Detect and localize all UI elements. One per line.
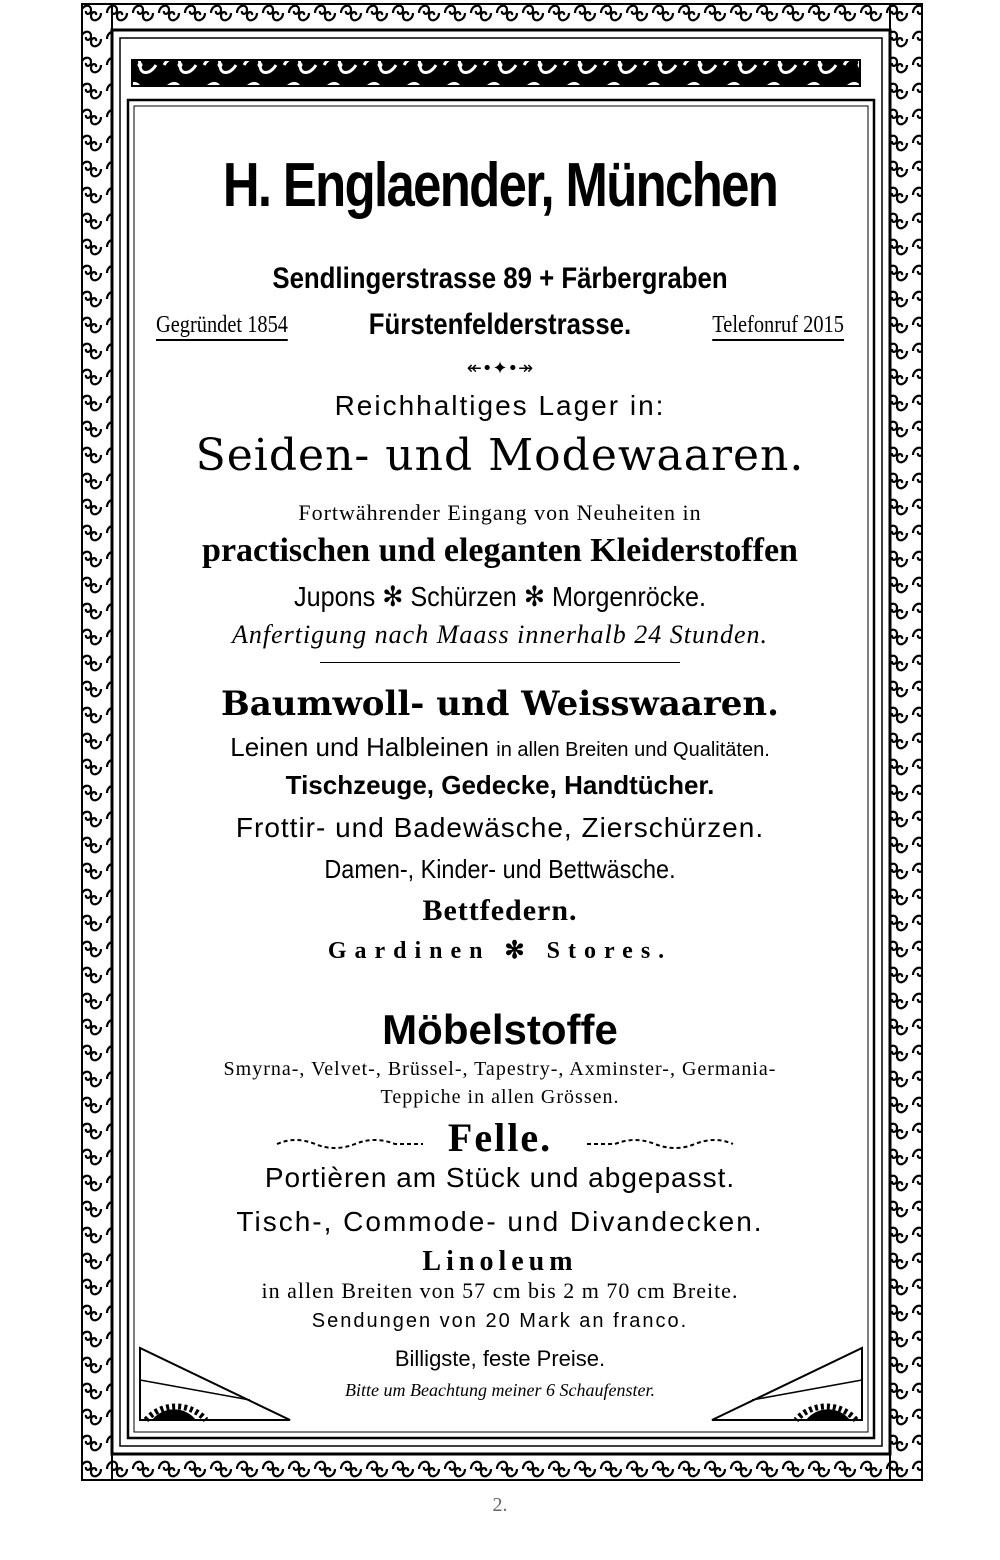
linoleum-widths-text: in allen Breiten von 57 cm bis 2 m 70 cm Breite. [261,1278,739,1303]
linoleum-heading: Linoleum [422,1246,578,1277]
underwear-text: Damen-, Kinder- und Bettwäsche. [324,854,676,884]
curtains-text: Gardinen ✻ Stores. [327,938,673,964]
carpet-types-text: Smyrna-, Velvet-, Brüssel-, Tapestry-, Axminster-, Germania- [223,1058,777,1080]
carpets-text: Teppiche in allen Grössen. [380,1086,620,1108]
phone-text: Telefonruf 2015 [712,312,844,341]
address-line: Sendlingerstrasse 89 + Färbergraben [272,262,728,295]
shipping-text: Sendungen von 20 Mark an franco. [311,1310,689,1332]
divider-ornament-icon: ↞•✦•↠ [466,358,534,379]
portieres-text: Portièren am Stück und abgepasst. [264,1162,736,1193]
furs-heading: Felle. [447,1115,553,1160]
linen-line [140,732,860,763]
founded-text: Gegründet 1854 [156,312,288,341]
linen-text: Leinen und Halbleinen [230,732,490,762]
seiden-heading: Seiden- und Modewaaren. [195,430,805,481]
furniture-heading: Möbelstoffe [382,1006,618,1053]
windows-text: Bitte um Beachtung meiner 6 Schaufenster. [345,1380,655,1400]
lager-heading: Reichhaltiges Lager in: [334,390,666,421]
founding-row [140,308,860,348]
linen-qualities: in allen Breiten und Qualitäten. [496,739,770,761]
table-linen-text: Tischzeuge, Gedecke, Handtücher. [285,770,715,800]
dress-fabrics-text: practischen und eleganten Kleiderstoffen [202,532,798,569]
page-number: 2. [492,1494,508,1516]
scroll-ornament-right-icon [585,1136,735,1152]
items-line: Jupons ✻ Schürzen ✻ Morgenröcke. [293,581,707,612]
new-arrivals-text: Fortwährender Eingang von Neuheiten in [298,500,702,525]
street-secondary: Fürstenfelderstrasse. [368,308,632,341]
prices-text: Billigste, feste Preise. [394,1346,606,1371]
cotton-heading: Baumwoll- und Weisswaaren. [221,684,779,724]
divider-line [320,662,680,663]
covers-text: Tisch-, Commode- und Divandecken. [236,1206,764,1237]
tailoring-text: Anfertigung nach Maass innerhalb 24 Stunden. [231,620,769,649]
terry-text: Frottir- und Badewäsche, Zierschürzen. [235,812,765,843]
feathers-text: Bettfedern. [422,894,578,927]
company-title: H. Englaender, München [222,151,778,220]
